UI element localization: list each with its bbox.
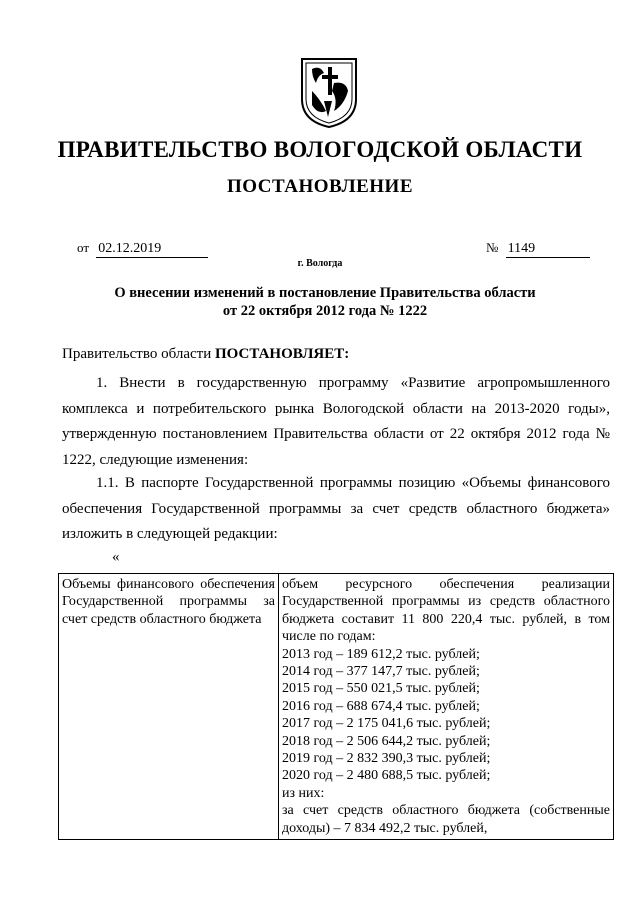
year-line: 2018 год – 2 506 644,2 тыс. рублей; xyxy=(282,733,491,749)
date-prefix: от xyxy=(77,240,90,255)
year-line: 2020 год – 2 480 688,5 тыс. рублей; xyxy=(282,768,491,784)
year-line: 2014 год – 377 147,7 тыс. рублей; xyxy=(282,664,480,680)
table-row xyxy=(59,574,614,840)
organization-title: ПРАВИТЕЛЬСТВО ВОЛОГОДСКОЙ ОБЛАСТИ xyxy=(57,137,583,162)
own-funds-line: за счет средств областного бюджета (собственные доходы) – 7 834 492,2 тыс. рублей, xyxy=(282,803,610,836)
subject-line-2: от 22 октября 2012 года № 1222 xyxy=(222,303,428,319)
subject-line-1: О внесении изменений в постановление Правительства области xyxy=(114,285,536,301)
resolution-keyword: ПОСТАНОВЛЯЕТ: xyxy=(214,346,350,362)
number-prefix: № xyxy=(486,240,499,255)
document-subject xyxy=(60,284,590,320)
year-line: 2015 год – 550 021,5 тыс. рублей; xyxy=(282,681,480,697)
paragraph-1-1: 1.1. В паспорте Государственной программы позицию «Объемы финансового обеспечения Государственной программы за счет средств областного бюджета» изложить в следующей редакции: xyxy=(62,475,610,542)
year-line: 2017 год – 2 175 041,6 тыс. рублей; xyxy=(282,716,491,732)
year-line: 2016 год – 688 674,4 тыс. рублей; xyxy=(282,698,480,714)
city-label: г. Вологда xyxy=(297,258,343,269)
position-name-cell: Объемы финансового обеспечения Государственной программы за счет средств областного бюджета xyxy=(59,574,279,840)
paragraph-1: 1. Внести в государственную программу «Развитие агропромышленного комплекса и потребительского рынка Вологодской области на 2013-2020 годы», утвержденную постановлением Правительства области от 22 октября 2012 года № 1222, следующие изменения: xyxy=(62,375,610,468)
opening-quote: « xyxy=(112,549,120,565)
document-number xyxy=(486,240,590,258)
year-line: 2013 год – 189 612,2 тыс. рублей; xyxy=(282,646,480,662)
document-date xyxy=(77,240,208,258)
resolution-prefix: Правительство области xyxy=(62,346,215,362)
position-value-cell xyxy=(279,574,614,840)
document-type-title: ПОСТАНОВЛЕНИЕ xyxy=(226,176,414,197)
year-line: 2019 год – 2 832 390,3 тыс. рублей; xyxy=(282,751,491,767)
funding-intro: объем ресурсного обеспечения реализации Государственной программы из средств областного бюджета составит 11 800 220,4 тыс. рублей, в том числе по годам: xyxy=(282,577,610,645)
number-value: 1149 xyxy=(506,241,590,258)
funding-table xyxy=(58,573,614,840)
coat-of-arms-icon xyxy=(298,55,360,130)
of-them-label: из них: xyxy=(282,785,325,801)
date-value: 02.12.2019 xyxy=(96,241,208,258)
resolution-intro xyxy=(62,342,610,368)
